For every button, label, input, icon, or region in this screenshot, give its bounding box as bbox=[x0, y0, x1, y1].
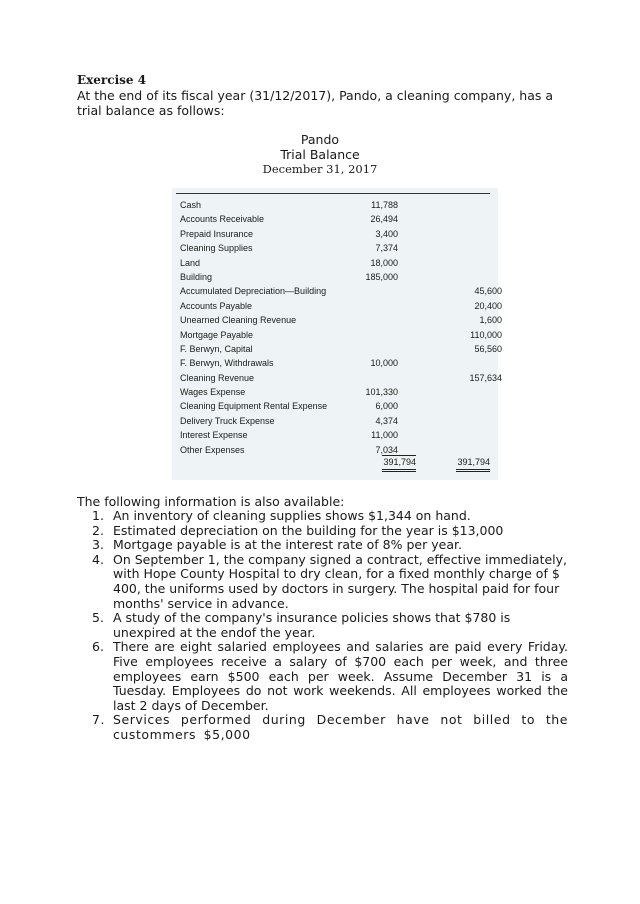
item-number: 6. bbox=[92, 639, 104, 655]
account-name: Accounts Receivable bbox=[180, 214, 265, 225]
list-item bbox=[92, 713, 568, 742]
account-name: Cleaning Revenue bbox=[180, 372, 255, 383]
account-name: Accumulated Depreciation—Building bbox=[180, 286, 327, 297]
additional-info-lead: The following information is also available: bbox=[77, 494, 345, 509]
credit-amount: 20,400 bbox=[474, 300, 502, 311]
item-number: 7. bbox=[92, 712, 106, 728]
debit-amount: 4,374 bbox=[375, 415, 398, 426]
total-debit: 391,794 bbox=[383, 457, 416, 467]
item-number: 5. bbox=[92, 610, 104, 626]
account-name: Mortgage Payable bbox=[180, 329, 254, 340]
credit-amount: 45,600 bbox=[474, 286, 502, 297]
account-name: Building bbox=[180, 271, 213, 282]
account-name: Unearned Cleaning Revenue bbox=[180, 315, 297, 326]
table-row bbox=[180, 371, 502, 385]
debit-amount: 3,400 bbox=[375, 228, 398, 239]
account-name: Other Expenses bbox=[180, 444, 245, 455]
account-name: Cleaning Equipment Rental Expense bbox=[180, 401, 328, 412]
credit-total-double-rule-1 bbox=[456, 469, 490, 470]
account-name: Cash bbox=[180, 200, 202, 210]
additional-info-list bbox=[92, 509, 568, 743]
debit-amount: 101,330 bbox=[365, 387, 398, 398]
account-name: Prepaid Insurance bbox=[180, 228, 254, 239]
table-row bbox=[180, 212, 502, 226]
debit-amount: 26,494 bbox=[370, 214, 398, 225]
list-item bbox=[92, 553, 568, 611]
exercise-intro: At the end of its fiscal year (31/12/2017), Pando, a cleaning company, has a trial balance as follows: bbox=[77, 88, 553, 118]
table-row bbox=[180, 443, 502, 457]
list-item bbox=[92, 509, 568, 524]
account-name: Wages Expense bbox=[180, 387, 246, 398]
credit-amount: 56,560 bbox=[474, 343, 502, 354]
list-item bbox=[92, 524, 568, 539]
account-name: F. Berwyn, Capital bbox=[180, 343, 253, 354]
item-text: Mortgage payable is at the interest rate of 8% per year. bbox=[113, 537, 462, 553]
item-text: Services performed during December have not billed to the custommers $5,000 bbox=[113, 712, 568, 742]
debit-amount: 10,000 bbox=[370, 358, 398, 369]
table-row bbox=[180, 342, 502, 356]
table-row bbox=[180, 284, 502, 298]
table-row bbox=[180, 299, 502, 313]
debit-amount: 11,788 bbox=[371, 200, 398, 210]
table-top-rule bbox=[176, 193, 490, 194]
debit-amount: 7,374 bbox=[375, 243, 398, 254]
table-row bbox=[180, 414, 502, 428]
debit-sum-rule bbox=[382, 455, 416, 456]
debit-amount: 7,034 bbox=[375, 444, 398, 455]
credit-amount: 157,634 bbox=[469, 372, 502, 383]
table-row bbox=[180, 241, 502, 255]
account-name: Cleaning Supplies bbox=[180, 243, 253, 254]
list-item bbox=[92, 611, 568, 640]
account-name: Land bbox=[180, 257, 201, 268]
credit-total-double-rule-2 bbox=[456, 471, 490, 472]
table-row bbox=[180, 256, 502, 270]
table-row bbox=[180, 270, 502, 284]
trial-balance-rows bbox=[180, 198, 502, 457]
total-credit: 391,794 bbox=[457, 457, 490, 467]
item-number: 3. bbox=[92, 537, 104, 553]
table-row bbox=[180, 428, 502, 442]
trial-balance-company: Pando bbox=[300, 132, 340, 147]
account-name: Accounts Payable bbox=[180, 300, 253, 311]
debit-amount: 18,000 bbox=[370, 257, 398, 268]
debit-amount: 11,000 bbox=[371, 430, 398, 441]
debit-total-double-rule-2 bbox=[382, 471, 416, 472]
table-row bbox=[180, 399, 502, 413]
list-item bbox=[92, 538, 568, 553]
item-number: 1. bbox=[92, 508, 104, 523]
table-row bbox=[180, 385, 502, 399]
account-name: Delivery Truck Expense bbox=[180, 415, 275, 426]
item-text: A study of the company's insurance policies shows that $780 is unexpired at the endof the year. bbox=[113, 610, 511, 640]
table-row bbox=[180, 313, 502, 327]
table-row bbox=[180, 328, 502, 342]
trial-balance-date: December 31, 2017 bbox=[262, 162, 378, 176]
item-text: There are eight salaried employees and salaries are paid every Friday. Five employees receive a salary of $700 each per week, and three employees earn $500 each per week. Assume December 31 is a Tuesday. Employees do not work weekends. All employees worked the last 2 days of December. bbox=[113, 639, 568, 713]
item-text: On September 1, the company signed a contract, effective immediately, with Hope County Hospital to dry clean, for a fixed monthly charge of $ 400, the uniforms used by doctors in surgery. The hospital paid for four months' service in advance. bbox=[113, 551, 568, 611]
item-number: 4. bbox=[92, 551, 104, 567]
exercise-heading: Exercise 4 bbox=[77, 73, 147, 87]
account-name: F. Berwyn, Withdrawals bbox=[180, 358, 274, 369]
list-item bbox=[92, 640, 568, 713]
table-row bbox=[180, 227, 502, 241]
account-name: Interest Expense bbox=[180, 430, 248, 441]
table-row bbox=[180, 198, 502, 212]
trial-balance-title: Trial Balance bbox=[280, 147, 360, 162]
item-text: An inventory of cleaning supplies shows $1,344 on hand. bbox=[113, 508, 471, 523]
credit-amount: 1,600 bbox=[479, 315, 502, 326]
item-text: Estimated depreciation on the building for the year is $13,000 bbox=[113, 522, 504, 538]
table-row bbox=[180, 356, 502, 370]
debit-total-double-rule-1 bbox=[382, 469, 416, 470]
debit-amount: 185,000 bbox=[365, 271, 398, 282]
item-number: 2. bbox=[92, 522, 104, 538]
debit-amount: 6,000 bbox=[375, 401, 398, 412]
credit-amount: 110,000 bbox=[470, 329, 502, 340]
